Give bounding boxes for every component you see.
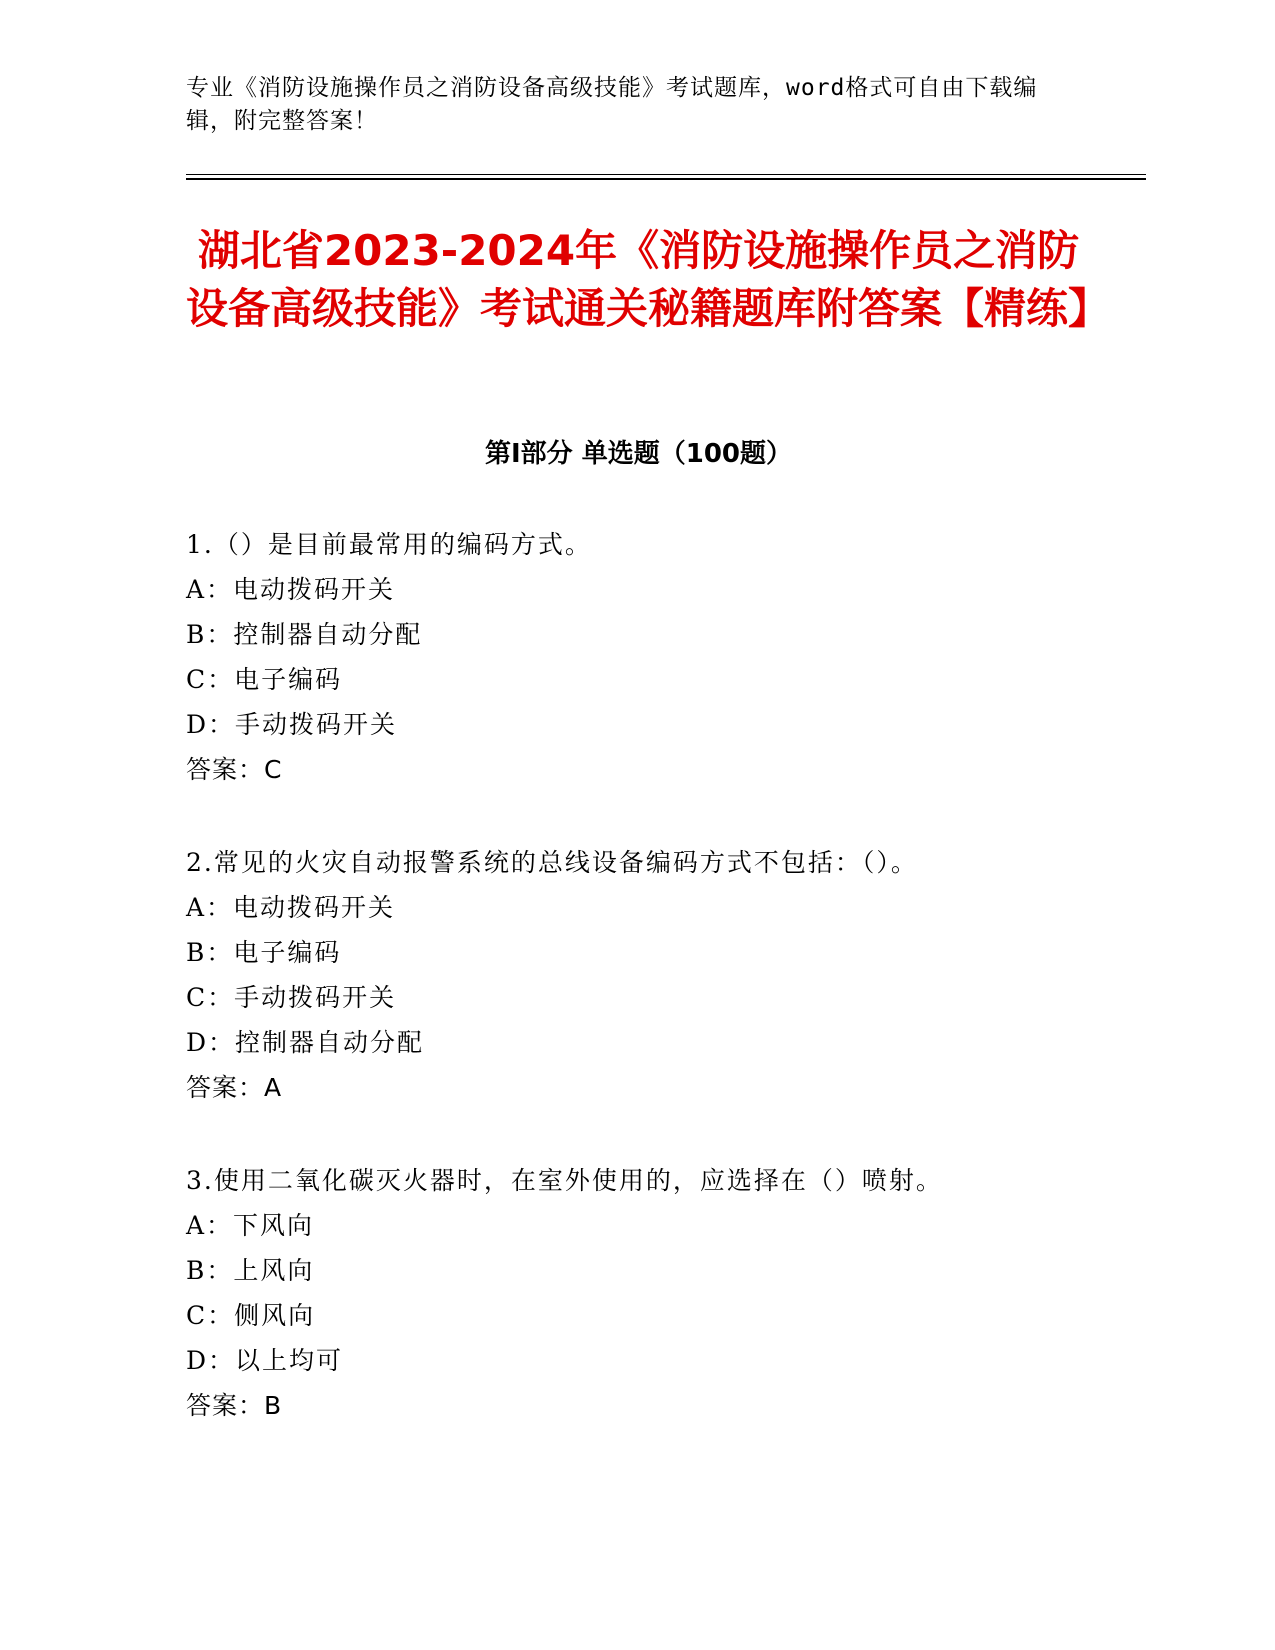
header-note: 专业《消防设施操作员之消防设备高级技能》考试题库，word格式可自由下载编辑，附完整答案！ bbox=[186, 75, 1038, 134]
question-2 bbox=[186, 840, 1126, 1110]
question-3 bbox=[186, 1158, 1126, 1428]
option-d: D：控制器自动分配 bbox=[186, 1028, 425, 1057]
question-stem: 3.使用二氧化碳灭火器时，在室外使用的，应选择在（）喷射。 bbox=[186, 1166, 943, 1195]
option-c: C：电子编码 bbox=[186, 665, 343, 694]
answer: 答案：B bbox=[186, 1391, 283, 1420]
option-d: D：以上均可 bbox=[186, 1346, 344, 1375]
option-b: B：上风向 bbox=[186, 1256, 315, 1285]
option-a: A：下风向 bbox=[186, 1211, 315, 1240]
header-rule-top bbox=[186, 174, 1146, 175]
option-b: B：电子编码 bbox=[186, 938, 342, 967]
option-c: C：手动拨码开关 bbox=[186, 983, 397, 1012]
header-rule-bottom bbox=[186, 178, 1146, 180]
option-b: B：控制器自动分配 bbox=[186, 620, 423, 649]
option-d: D：手动拨码开关 bbox=[186, 710, 398, 739]
option-a: A：电动拨码开关 bbox=[186, 575, 396, 604]
answer: 答案：C bbox=[186, 755, 283, 784]
section-heading: 第I部分 单选题（100题） bbox=[485, 439, 792, 469]
option-a: A：电动拨码开关 bbox=[186, 893, 396, 922]
answer: 答案：A bbox=[186, 1073, 283, 1102]
question-stem: 2.常见的火灾自动报警系统的总线设备编码方式不包括：（）。 bbox=[186, 848, 918, 877]
document-title: 湖北省2023-2024年《消防设施操作员之消防设备高级技能》考试通关秘籍题库附答案【精练】 bbox=[186, 226, 1111, 333]
question-1 bbox=[186, 522, 1126, 792]
question-stem: 1.（）是目前最常用的编码方式。 bbox=[186, 530, 592, 559]
option-c: C：侧风向 bbox=[186, 1301, 316, 1330]
